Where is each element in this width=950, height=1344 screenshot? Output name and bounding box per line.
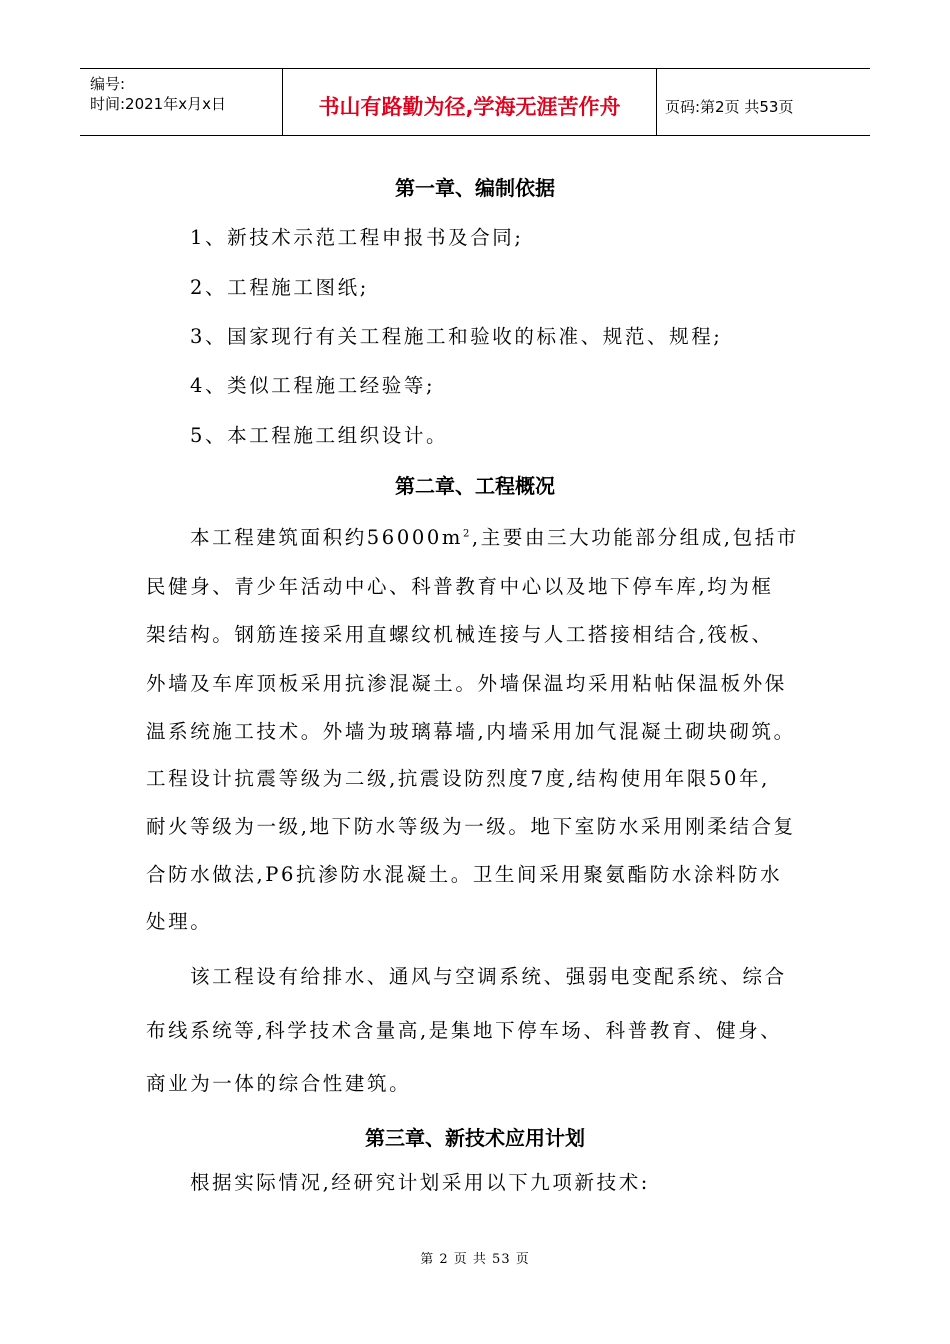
chapter1-item-3: 3、国家现行有关工程施工和验收的标准、规范、规程; bbox=[190, 325, 723, 348]
motto-text: 书山有路勤为径,学海无涯苦作舟 bbox=[318, 95, 621, 119]
chapter2-paragraph1-line3: 架结构。钢筋连接采用直螺纹机械连接与人工搭接相结合,筏板、 bbox=[146, 623, 774, 646]
chapter2-title: 第二章、工程概况 bbox=[395, 474, 555, 498]
chapter2-paragraph1-line8: 合防水做法,P6抗渗防水混凝土。卫生间采用聚氨酯防水涂料防水 bbox=[146, 863, 783, 886]
chapter2-paragraph1-line4: 外墙及车库顶板采用抗渗混凝土。外墙保温均采用粘帖保温板外保 bbox=[146, 672, 787, 695]
chapter3-intro: 根据实际情况,经研究计划采用以下九项新技术: bbox=[190, 1171, 650, 1194]
chapter2-paragraph1-line9: 处理。 bbox=[146, 910, 213, 933]
chapter1-item-2: 2、工程施工图纸; bbox=[190, 276, 369, 299]
chapter2-paragraph1-line6: 工程设计抗震等级为二级,抗震设防烈度7度,结构使用年限50年, bbox=[146, 767, 770, 790]
chapter1-item-5: 5、本工程施工组织设计。 bbox=[190, 424, 449, 447]
chapter2-paragraph1-line5: 温系统施工技术。外墙为玻璃幕墙,内墙采用加气混凝土砌块砌筑。 bbox=[146, 720, 796, 743]
header-page-info: 页码:第2页 共53页 bbox=[665, 97, 794, 116]
header-meta bbox=[80, 69, 282, 135]
chapter2-paragraph1-line1: 本工程建筑面积约$56000m^2$,主要由三大功能部分组成,包括市 bbox=[190, 526, 799, 549]
page-footer: 第 2 页 共 53 页 bbox=[420, 1252, 530, 1267]
chapter2-paragraph2-line2: 布线系统等,科学技术含量高,是集地下停车场、科普教育、健身、 bbox=[146, 1019, 783, 1042]
chapter1-title: 第一章、编制依据 bbox=[395, 176, 555, 200]
chapter2-paragraph1-line2: 民健身、青少年活动中心、科普教育中心以及地下停车库,均为框 bbox=[146, 575, 774, 598]
page-header bbox=[80, 68, 870, 136]
chapter2-paragraph2-line3: 商业为一体的综合性建筑。 bbox=[146, 1072, 412, 1095]
chapter3-title: 第三章、新技术应用计划 bbox=[365, 1126, 585, 1150]
chapter2-paragraph2-line1: 该工程设有给排水、通风与空调系统、强弱电变配系统、综合 bbox=[190, 965, 787, 988]
serial-label: 编号: bbox=[90, 75, 126, 93]
chapter1-item-4: 4、类似工程施工经验等; bbox=[190, 374, 436, 397]
time-label: 时间:2021年x月x日 bbox=[90, 95, 226, 113]
chapter2-paragraph1-line7: 耐火等级为一级,地下防水等级为一级。地下室防水采用刚柔结合复 bbox=[146, 815, 796, 838]
chapter1-item-1: 1、新技术示范工程申报书及合同; bbox=[190, 226, 524, 249]
header-motto-cell bbox=[282, 69, 657, 135]
